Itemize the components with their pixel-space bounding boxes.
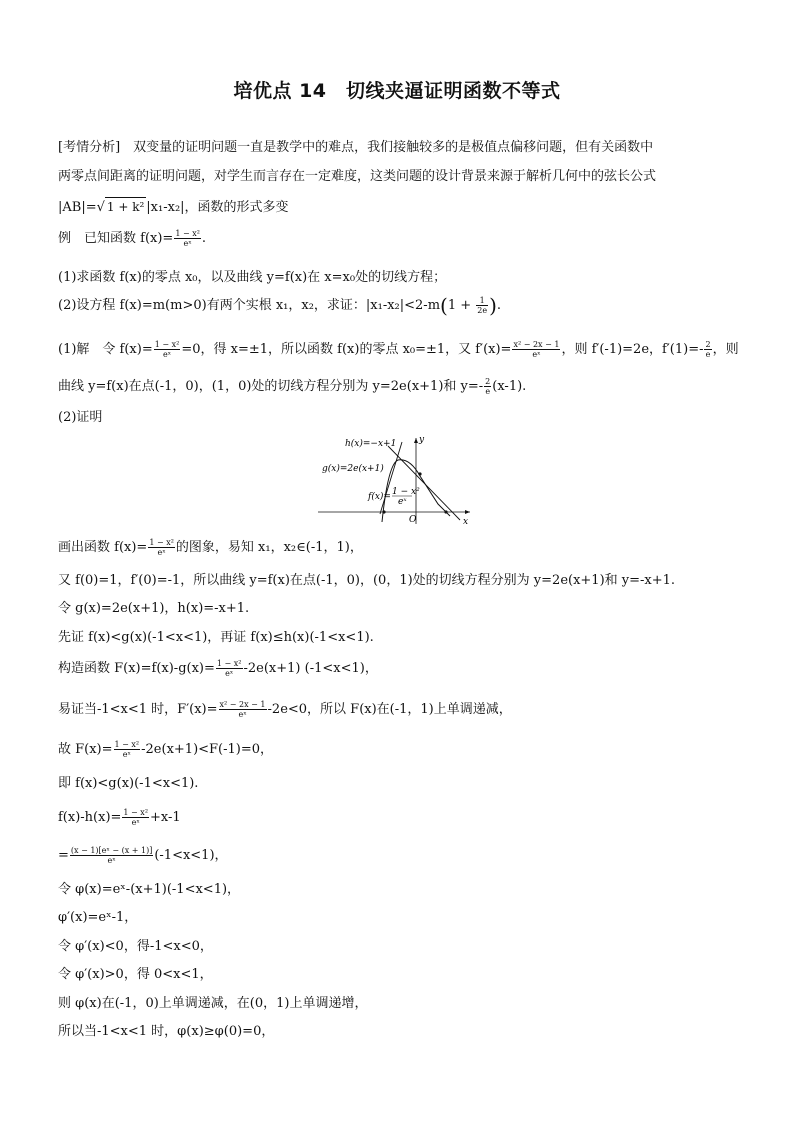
example-statement: 例 已知函数 f(x)= $\frac{\text{1 − x²}}{\text{eˣ}}$ . bbox=[58, 229, 207, 248]
x-axis-arrow bbox=[465, 510, 470, 514]
proof-line-8: 即 f(x)<g(x)(-1<x<1). bbox=[58, 776, 199, 791]
label-x: x bbox=[463, 517, 469, 526]
label-h: h(x)=−x+1 bbox=[345, 439, 397, 449]
proof-line-16: 所以当-1<x<1 时，φ(x)≥φ(0)=0， bbox=[58, 1024, 275, 1039]
function-graph bbox=[318, 434, 478, 526]
fraction: $\frac{1}{2e}$ bbox=[477, 296, 488, 315]
label-g: g(x)=2e(x+1) bbox=[322, 464, 384, 474]
fraction: $\frac{\text{1 − x²}}{\text{eˣ}}$ bbox=[216, 659, 242, 678]
question-2: (2)设方程 f(x)=m(m>0)有两个实根 x₁，x₂，求证：|x₁-x₂|<2-m(1 + $\frac{1}{2e}$ ). bbox=[58, 293, 502, 318]
fraction: $\frac{2}{e}$ bbox=[705, 340, 711, 359]
proof-line-10: = $\frac{\text{(x − 1)[eˣ − (x + 1)]}}{\text{eˣ}}$ (-1<x<1)， bbox=[58, 846, 228, 865]
analysis-tag: [考情分析] bbox=[58, 140, 121, 155]
fraction: $\frac{\text{1 − x²}}{\text{eˣ}}$ bbox=[123, 808, 149, 827]
fraction: $\frac{\text{1 − x²}}{\text{eˣ}}$ bbox=[149, 538, 174, 557]
fraction: $\frac{\text{x² − 2x − 1}}{\text{eˣ}}$ bbox=[219, 700, 266, 719]
proof-line-1: 画出函数 f(x)= $\frac{\text{1 − x²}}{\text{eˣ}}$ 的图象，易知 x₁，x₂∈(-1，1)， bbox=[58, 538, 363, 557]
fraction: $\frac{2}{e}$ bbox=[485, 377, 491, 396]
fraction: $\frac{\text{1 − x²}}{\text{eˣ}}$ bbox=[175, 229, 200, 248]
proof-line-13: 令 φ′(x)<0，得-1<x<0， bbox=[58, 939, 213, 954]
label-f-den: eˣ bbox=[398, 497, 407, 507]
proof-line-6: 易证当-1<x<1 时，F′(x)= $\frac{\text{x² − 2x − 1}}{\text{eˣ}}$ -2e<0，所以 F(x)在(-1，1)上单调递减， bbox=[58, 700, 512, 719]
proof-line-5: 构造函数 F(x)=f(x)-g(x)= $\frac{\text{1 − x²}}{\text{eˣ}}$ -2e(x+1) (-1<x<1)， bbox=[58, 659, 378, 678]
fraction: $\frac{\text{x² − 2x − 1}}{\text{eˣ}}$ bbox=[513, 340, 560, 359]
proof-line-11: 令 φ(x)=eˣ-(x+1)(-1<x<1)， bbox=[58, 882, 241, 897]
fraction: $\frac{\text{(x − 1)[eˣ − (x + 1)]}}{\text{eˣ}}$ bbox=[70, 846, 153, 865]
label-f: f(x)= bbox=[368, 492, 391, 502]
page-title: 培优点 14 切线夹逼证明函数不等式 bbox=[233, 80, 561, 102]
analysis-line-1: [考情分析] 双变量的证明问题一直是教学中的难点，我们接触较多的是极值点偏移问题，但有关函数中 bbox=[58, 140, 654, 155]
chord-length-sqrt: 1 + k² bbox=[105, 197, 146, 216]
proof-line-4: 先证 f(x)<g(x)(-1<x<1)，再证 f(x)≤h(x)(-1<x<1). bbox=[58, 630, 374, 645]
point-zero-one bbox=[418, 472, 421, 475]
analysis-line-3: |AB|=√ 1 + k² |x₁-x₂|，函数的形式多变 bbox=[58, 197, 289, 217]
label-origin: O bbox=[409, 515, 417, 525]
proof-line-14: 令 φ′(x)>0，得 0<x<1， bbox=[58, 967, 213, 982]
label-y: y bbox=[419, 435, 425, 445]
solution-1-tangents: 曲线 y=f(x)在点(-1，0)，(1，0)处的切线方程分别为 y=2e(x+1)和 y=- $\frac{2}{e}$ (x-1). bbox=[58, 377, 527, 396]
fraction: $\frac{\text{1 − x²}}{\text{eˣ}}$ bbox=[114, 740, 140, 759]
question-1: (1)求函数 f(x)的零点 x₀，以及曲线 y=f(x)在 x=x₀处的切线方程； bbox=[58, 270, 447, 285]
proof-line-7: 故 F(x)= $\frac{\text{1 − x²}}{\text{eˣ}}$ -2e(x+1)<F(-1)=0， bbox=[58, 740, 274, 759]
proof-line-3: 令 g(x)=2e(x+1)，h(x)=-x+1. bbox=[58, 601, 250, 616]
point-minus-one bbox=[382, 510, 385, 513]
proof-line-15: 则 φ(x)在(-1，0)上单调递减，在(0，1)上单调递增， bbox=[58, 996, 368, 1011]
solution-2-heading: (2)证明 bbox=[58, 410, 103, 425]
proof-line-2: 又 f(0)=1，f′(0)=-1，所以曲线 y=f(x)在点(-1，0)，(0，1)处的切线方程分别为 y=2e(x+1)和 y=-x+1. bbox=[58, 573, 676, 588]
proof-line-12: φ′(x)=eˣ-1， bbox=[58, 910, 138, 925]
solution-1: (1)解 令 f(x)= $\frac{\text{1 − x²}}{\text{eˣ}}$ =0，得 x=±1，所以函数 f(x)的零点 x₀=±1，又 f′(x)= $\frac{\text{x² − 2x − 1}}{\text{eˣ}}$ ，则 f′(-1)=2e，f′(1)=- $\frac{2}{e}$ ，则 bbox=[58, 340, 739, 359]
label-f-num: 1 − x² bbox=[392, 487, 420, 497]
analysis-line-2: 两零点间距离的证明问题，对学生而言存在一定难度，这类问题的设计背景来源于解析几何中的弦长公式 bbox=[58, 169, 657, 184]
proof-line-9: f(x)-h(x)= $\frac{\text{1 − x²}}{\text{eˣ}}$ +x-1 bbox=[58, 808, 181, 827]
y-axis-arrow bbox=[414, 438, 418, 443]
fraction: $\frac{\text{1 − x²}}{\text{eˣ}}$ bbox=[154, 340, 180, 359]
point-one-zero bbox=[444, 510, 447, 513]
